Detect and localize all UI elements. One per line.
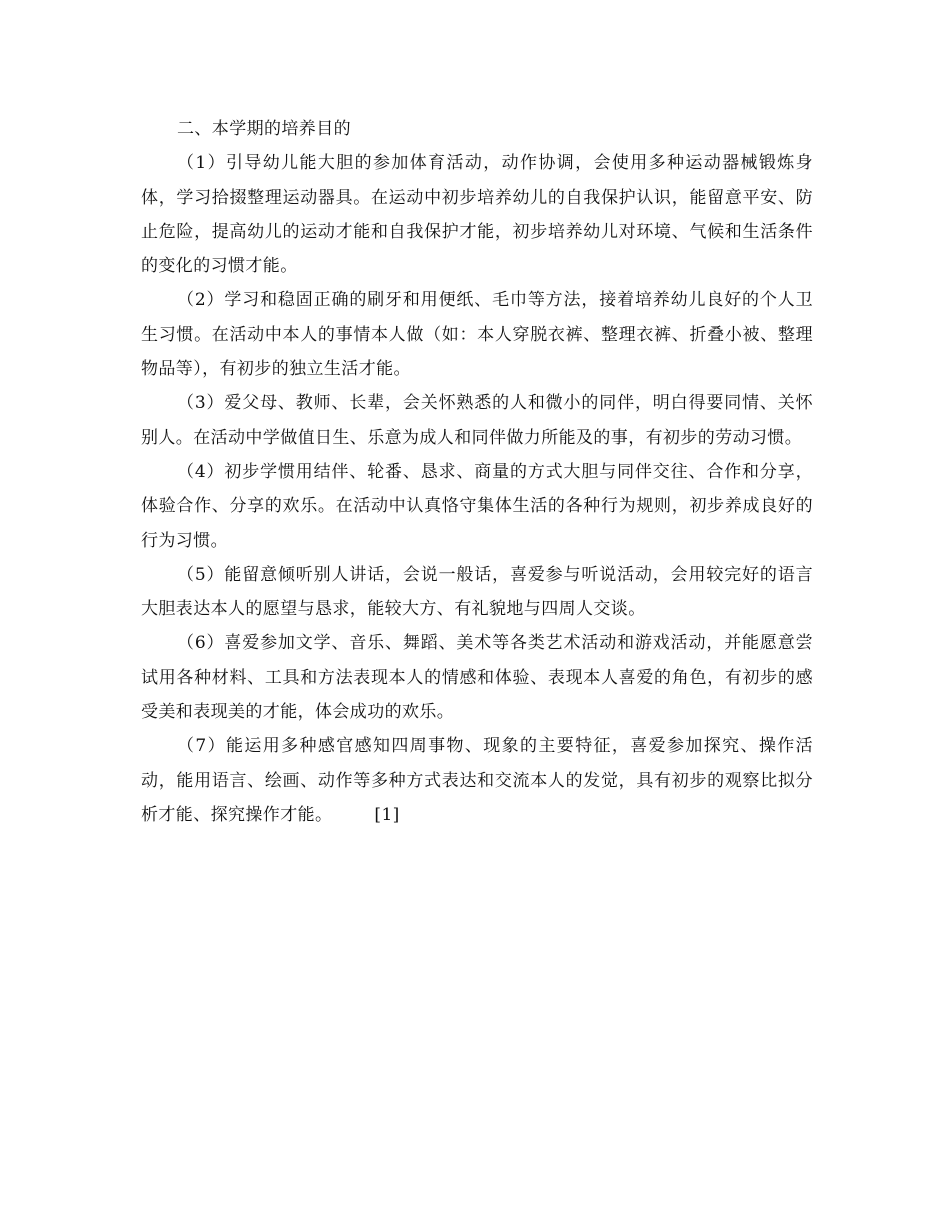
goal-paragraph-6: （6）喜爱参加文学、音乐、舞蹈、美术等各类艺术活动和游戏活动，并能愿意尝试用各种材料、工具和方法表现本人的情感和体验、表现本人喜爱的角色，有初步的感受美和表现美的才能，体会成功的欢乐。 — [141, 633, 813, 723]
goal-paragraph-7: （7）能运用多种感官感知四周事物、现象的主要特征，喜爱参加探究、操作活动，能用语言、绘画、动作等多种方式表达和交流本人的发觉，具有初步的观察比拟分析才能、探究操作才能。 — [141, 736, 813, 825]
reference-mark: [1] — [374, 804, 400, 825]
section-heading: 二、本学期的培养目的 — [177, 119, 351, 139]
goal-paragraph-7-wrapper — [141, 729, 813, 832]
document-body — [141, 112, 813, 832]
goal-paragraph-1: （1）引导幼儿能大胆的参加体育活动，动作协调，会使用多种运动器械锻炼身体，学习拾掇整理运动器具。在运动中初步培养幼儿的自我保护认识，能留意平安、防止危险，提高幼儿的运动才能和自我保护才能，初步培养幼儿对环境、气候和生活条件的变化的习惯才能。 — [141, 153, 813, 277]
goal-paragraph-5: （5）能留意倾听别人讲话，会说一般话，喜爱参与听说活动，会用较完好的语言大胆表达本人的愿望与恳求，能较大方、有礼貌地与四周人交谈。 — [141, 564, 813, 620]
goal-paragraph-2: （2）学习和稳固正确的刷牙和用便纸、毛巾等方法，接着培养幼儿良好的个人卫生习惯。在活动中本人的事情本人做（如：本人穿脱衣裤、整理衣裤、折叠小被、整理物品等），有初步的独立生活才能。 — [141, 290, 813, 380]
goal-paragraph-4: （4）初步学惯用结伴、轮番、恳求、商量的方式大胆与同伴交往、合作和分享，体验合作、分享的欢乐。在活动中认真恪守集体生活的各种行为规则，初步养成良好的行为习惯。 — [141, 461, 813, 551]
goal-paragraph-3: （3）爱父母、教师、长辈，会关怀熟悉的人和微小的同伴，明白得要同情、关怀别人。在活动中学做值日生、乐意为成人和同伴做力所能及的事，有初步的劳动习惯。 — [141, 393, 813, 448]
